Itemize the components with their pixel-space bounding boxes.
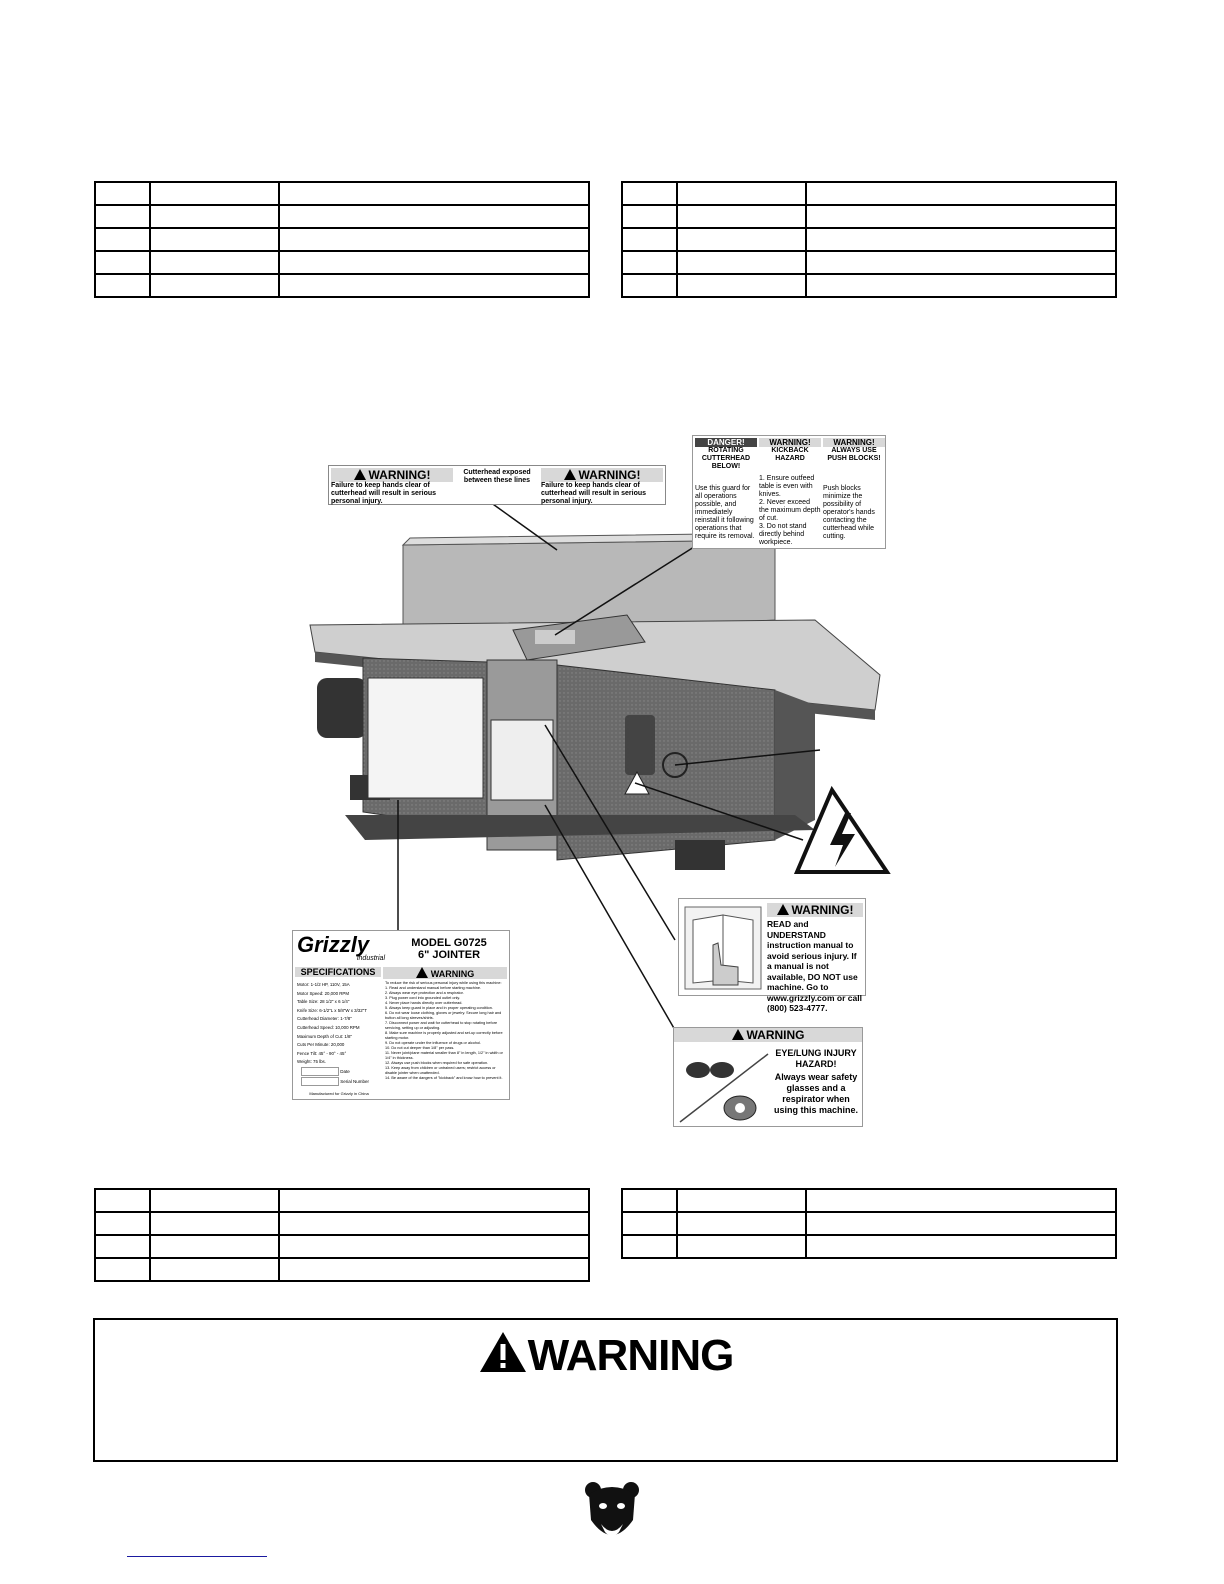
danger-kickback-pushblock-label: DANGER! ROTATING CUTTERHEAD BELOW! Use this guard for all operations possible, and immediately reinstall it following operations that require its removal. WARNING! KICKBACK HAZARD 1. Ensure outfeed table is even with knives. 2. Never exceed the maximum depth of cut. 3. Do not stand directly behind workpiece. WARNING! ALWAYS USE PUSH BLOCKS! Push blocks minimize the possibility of operator's hands contacting the cutterhead while cutting. — [692, 435, 886, 549]
grizzly-bear-logo — [583, 1480, 641, 1546]
parts-table-top-left — [94, 181, 590, 298]
parts-table-bottom-left — [94, 1188, 590, 1282]
parts-table-top-right — [621, 181, 1117, 298]
warning-triangle-icon — [478, 1330, 528, 1374]
warning-title: WARNING — [527, 1331, 734, 1380]
footer-rule — [127, 1556, 267, 1557]
eye-lung-warning-label: WARNING EYE/LUNG INJURY HAZARD! Always wear safety glasses and a respirator when using this machine. — [673, 1027, 863, 1127]
glasses-respirator-icon — [678, 1048, 770, 1124]
manual-book-icon — [683, 905, 763, 991]
grizzly-logo: Grizzly — [297, 932, 370, 957]
warning-box — [93, 1318, 1118, 1462]
read-manual-warning-label: WARNING! READ and UNDERSTAND instruction manual to avoid serious injury. If a manual is not available, DO NOT use machine. Go to www.grizzly.com or call (800) 523-4777. — [678, 898, 866, 996]
parts-table-bottom-right — [621, 1188, 1117, 1259]
cutterhead-warning-label: WARNING! Failure to keep hands clear of cutterhead will result in serious personal injury. Cutterhead exposed between these lines WARNING! Failure to keep hands clear of cutterhead will result in serious personal injury. — [328, 465, 666, 505]
spec-plate-label: Grizzly industrial MODEL G0725 6" JOINTER SPECIFICATIONS WARNING Motor: 1-1/2 HP, 110V, 15A Motor Speed: 20,000 RPM Table Size: 28 1/2" x 6 1/4" Knife Size: 6-1/2"L x 5/8"W x 3/32"T Cutterhead Diameter: 1-7/8" Cutterhead Speed: 10,000 RPM Maximum Depth of Cut: 1/8" Cuts Per Minute: 20,000 Fence Tilt: 45° - 90° - 45° Weight: 75 lbs. Date Serial Number Manufactured for Grizzly in China To reduce the risk of serious personal injury while using this machine: 1. Read and understand manual before starting machine. 2. Always wear eye protection and a respirator. 3. Plug power cord into grounded outlet only. 4. Never place hands directly over cutterhead. 5. Always keep guard in place and in proper operating condition. 6. Do not wear loose clothing, gloves or jewelry. Secure long hair and button all long sleeves/shirts. 7. Disconnect power and wait for cutterhead to stop rotating before servicing, setting up or adjusting. 8. Make sure machine is properly adjusted and set-up correctly before starting motor. 9. Do not operate under the influence of drugs or alcohol. 10. Do not cut deeper than 1/8" per pass. 11. Never joint/plane material smaller than 8" in length, 1/2" in width or 1/4" in thickness. 12. Always use push blocks when required for safe operation. 13. Keep away from children or untrained users; restrict access or disable jointer when unattended. 14. Be aware of the dangers of "kickback" and know how to prevent it. — [292, 930, 510, 1100]
